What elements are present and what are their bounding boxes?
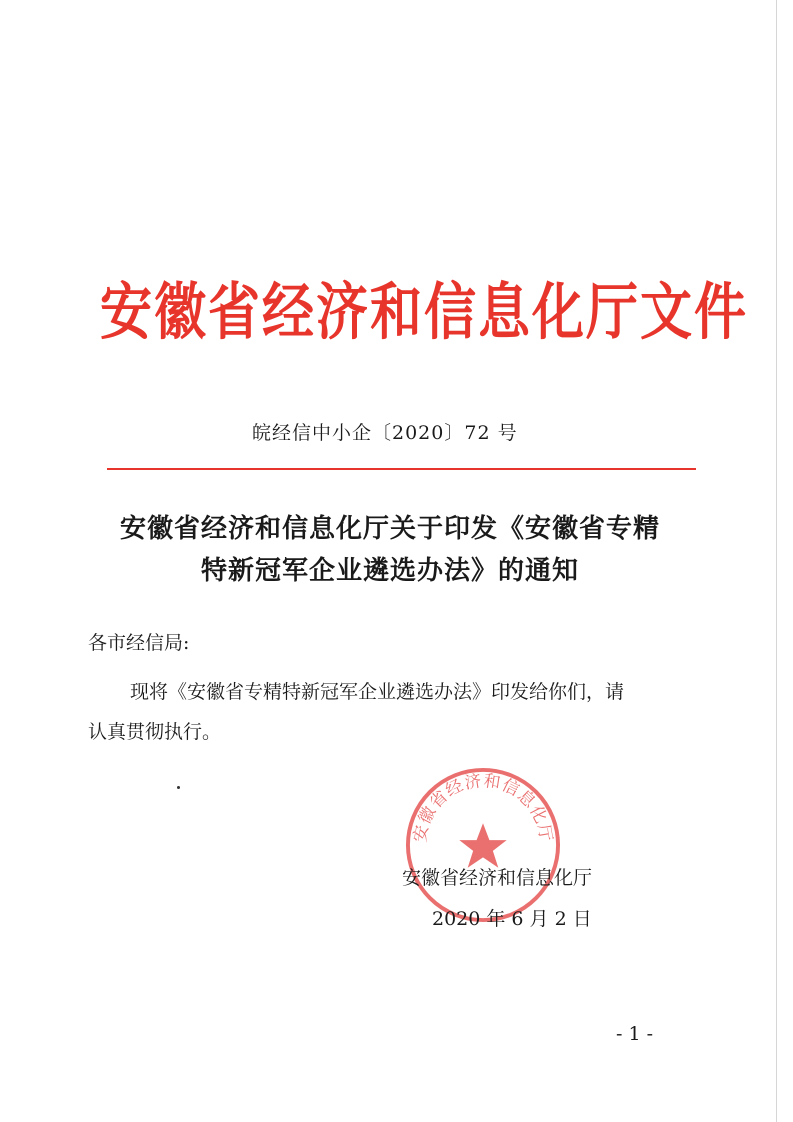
body-paragraph-line-1: 现将《安徽省专精特新冠军企业遴选办法》印发给你们，请	[130, 681, 625, 703]
page-edge-line	[776, 0, 777, 1122]
issuer-title: 安徽省经济和信息化厅文件	[100, 277, 749, 349]
notice-title-line-1: 安徽省经济和信息化厅关于印发《安徽省专精	[119, 514, 660, 544]
addressee: 各市经信局:	[88, 632, 190, 654]
body-paragraph	[88, 672, 688, 752]
red-divider-line	[107, 468, 696, 470]
seal-star-icon	[459, 823, 506, 867]
signature-organization: 安徽省经济和信息化厅	[402, 867, 593, 889]
notice-title	[80, 508, 700, 592]
official-seal-icon	[404, 766, 562, 924]
document-number: 皖经信中小企〔2020〕72 号	[252, 422, 518, 444]
notice-title-line-2: 特新冠军企业遴选办法》的通知	[200, 556, 579, 586]
scan-speck	[177, 786, 180, 789]
body-paragraph-line-2: 认真贯彻执行。	[88, 721, 222, 743]
seal-text: 安徽省经济和信息化厅	[409, 770, 557, 844]
page-number: - 1 -	[616, 1023, 654, 1045]
issue-date: 2020 年 6 月 2 日	[432, 908, 592, 930]
